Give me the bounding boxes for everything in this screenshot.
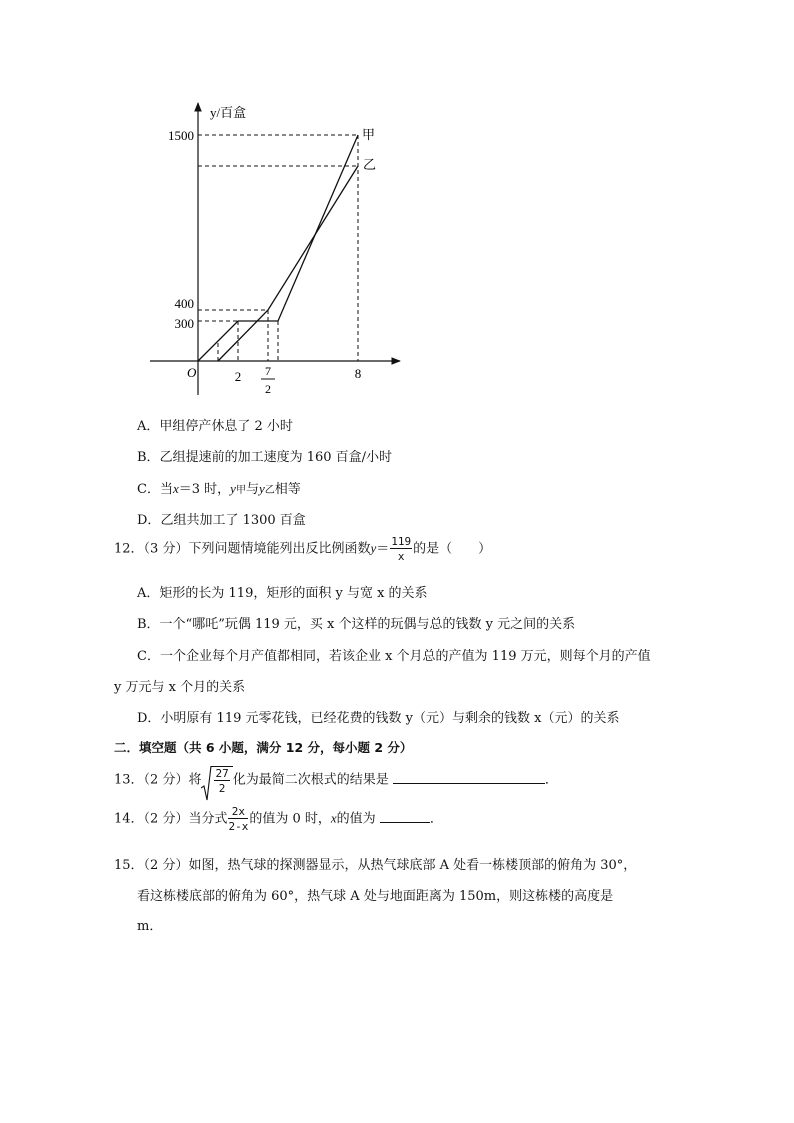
q13-suffix: 化为最简二次根式的结果是 (232, 772, 389, 788)
production-graph (150, 95, 420, 410)
q14-prefix: 14．（2 分）当分式 (114, 811, 228, 827)
q15-end: m． (137, 919, 163, 934)
q11-option-c (137, 478, 301, 497)
q12-suffix: 的是（ ） (413, 541, 492, 557)
origin-label: O (187, 365, 197, 380)
sqrt-27-over-2 (201, 766, 232, 794)
q14-suffix: 的值为 (336, 811, 376, 827)
q12-option-b: B．一个“哪吒”玩偶 119 元，买 x 个这样的玩偶与总的钱数 y 元之间的关系 (137, 617, 576, 632)
x-tick-2: 2 (234, 369, 242, 384)
var-x: x (172, 481, 179, 496)
answer-blank-13[interactable] (393, 771, 545, 784)
x-tick-8: 8 (354, 366, 362, 381)
q12-option-a: A．矩形的长为 119，矩形的面积 y 与宽 x 的关系 (137, 586, 428, 601)
option-text: 相等 (274, 482, 301, 497)
y-tick-300: 300 (174, 316, 194, 331)
x-tick-7-2-den: 2 (265, 382, 271, 396)
numerator: 119 (391, 535, 412, 548)
fraction-119-over-x (390, 536, 412, 562)
q15-line2: 看这栋楼底部的俯角为 60°，热气球 A 处与地面距离为 150m，则这栋楼的高度是 (137, 889, 614, 904)
q12-prefix: 12．（3 分）下列问题情境能列出反比例函数 (114, 541, 371, 557)
y-tick-1500: 1500 (168, 128, 194, 143)
option-text: 与 (245, 482, 259, 497)
option-letter: D． (137, 513, 161, 528)
var-x: x (330, 810, 337, 826)
answer-blank-14[interactable] (380, 810, 430, 823)
q12-option-c-line1: C．一个企业每个月产值都相同，若该企业 x 个月总的产值为 119 万元，则每个月的产值 (137, 649, 651, 664)
fraction-2x-over-2-minus-x (228, 806, 248, 832)
denominator: 2 (218, 782, 226, 795)
label-jia: 甲 (362, 127, 376, 142)
option-text: 甲组停产休息了 2 小时 (159, 419, 293, 434)
q13-prefix: 13．（2 分）将 (114, 772, 202, 788)
option-text: ＝3 时， (178, 482, 231, 497)
q15-line1: 15．（2 分）如图，热气球的探测器显示，从热气球底部 A 处看一栋楼顶部的俯角为 30°， (114, 858, 637, 873)
label-yi: 乙 (363, 157, 377, 172)
option-letter: C． (137, 482, 160, 497)
line-yi (218, 166, 358, 361)
q13-end: ． (544, 772, 558, 788)
q15-line3 (137, 915, 162, 934)
eq: ＝ (376, 541, 390, 557)
q11-option-b (137, 446, 392, 465)
denominator: 2-x (228, 820, 249, 833)
line-jia (198, 135, 358, 361)
option-text: 乙组提速前的加工速度为 160 百盒/小时 (159, 450, 393, 465)
q11-option-a (137, 415, 293, 434)
numerator: 27 (215, 767, 229, 780)
y-axis-label: y/百盒 (210, 105, 247, 120)
numerator: 2x (228, 806, 248, 819)
denominator: x (397, 550, 405, 563)
y-tick-400: 400 (174, 296, 194, 311)
q12-option-d: D．小明原有 119 元零花钱，已经花费的钱数 y（元）与剩余的钱数 x（元）的关系 (137, 711, 620, 726)
func-var: y (370, 540, 377, 556)
section-2-heading: 二．填空题（共 6 小题，满分 12 分，每小题 2 分） (114, 740, 413, 755)
q13 (114, 766, 558, 794)
var-y: y (258, 481, 265, 496)
var-y: y (230, 481, 236, 496)
option-letter: B． (137, 450, 160, 465)
q12-stem (114, 536, 491, 562)
q14-end: ． (429, 811, 443, 827)
option-letter: A． (137, 419, 160, 434)
option-text: 乙组共加工了 1300 百盒 (160, 513, 306, 528)
option-text: 当 (159, 482, 173, 497)
subscript-yi: 乙 (264, 485, 275, 496)
q14 (114, 806, 443, 832)
x-tick-7-2-num: 7 (265, 364, 271, 378)
q11-option-d (137, 509, 306, 528)
q12-option-c-line2: y 万元与 x 个月的关系 (114, 680, 246, 695)
subscript-jia: 甲 (235, 485, 246, 496)
q14-mid: 的值为 0 时， (249, 811, 331, 827)
